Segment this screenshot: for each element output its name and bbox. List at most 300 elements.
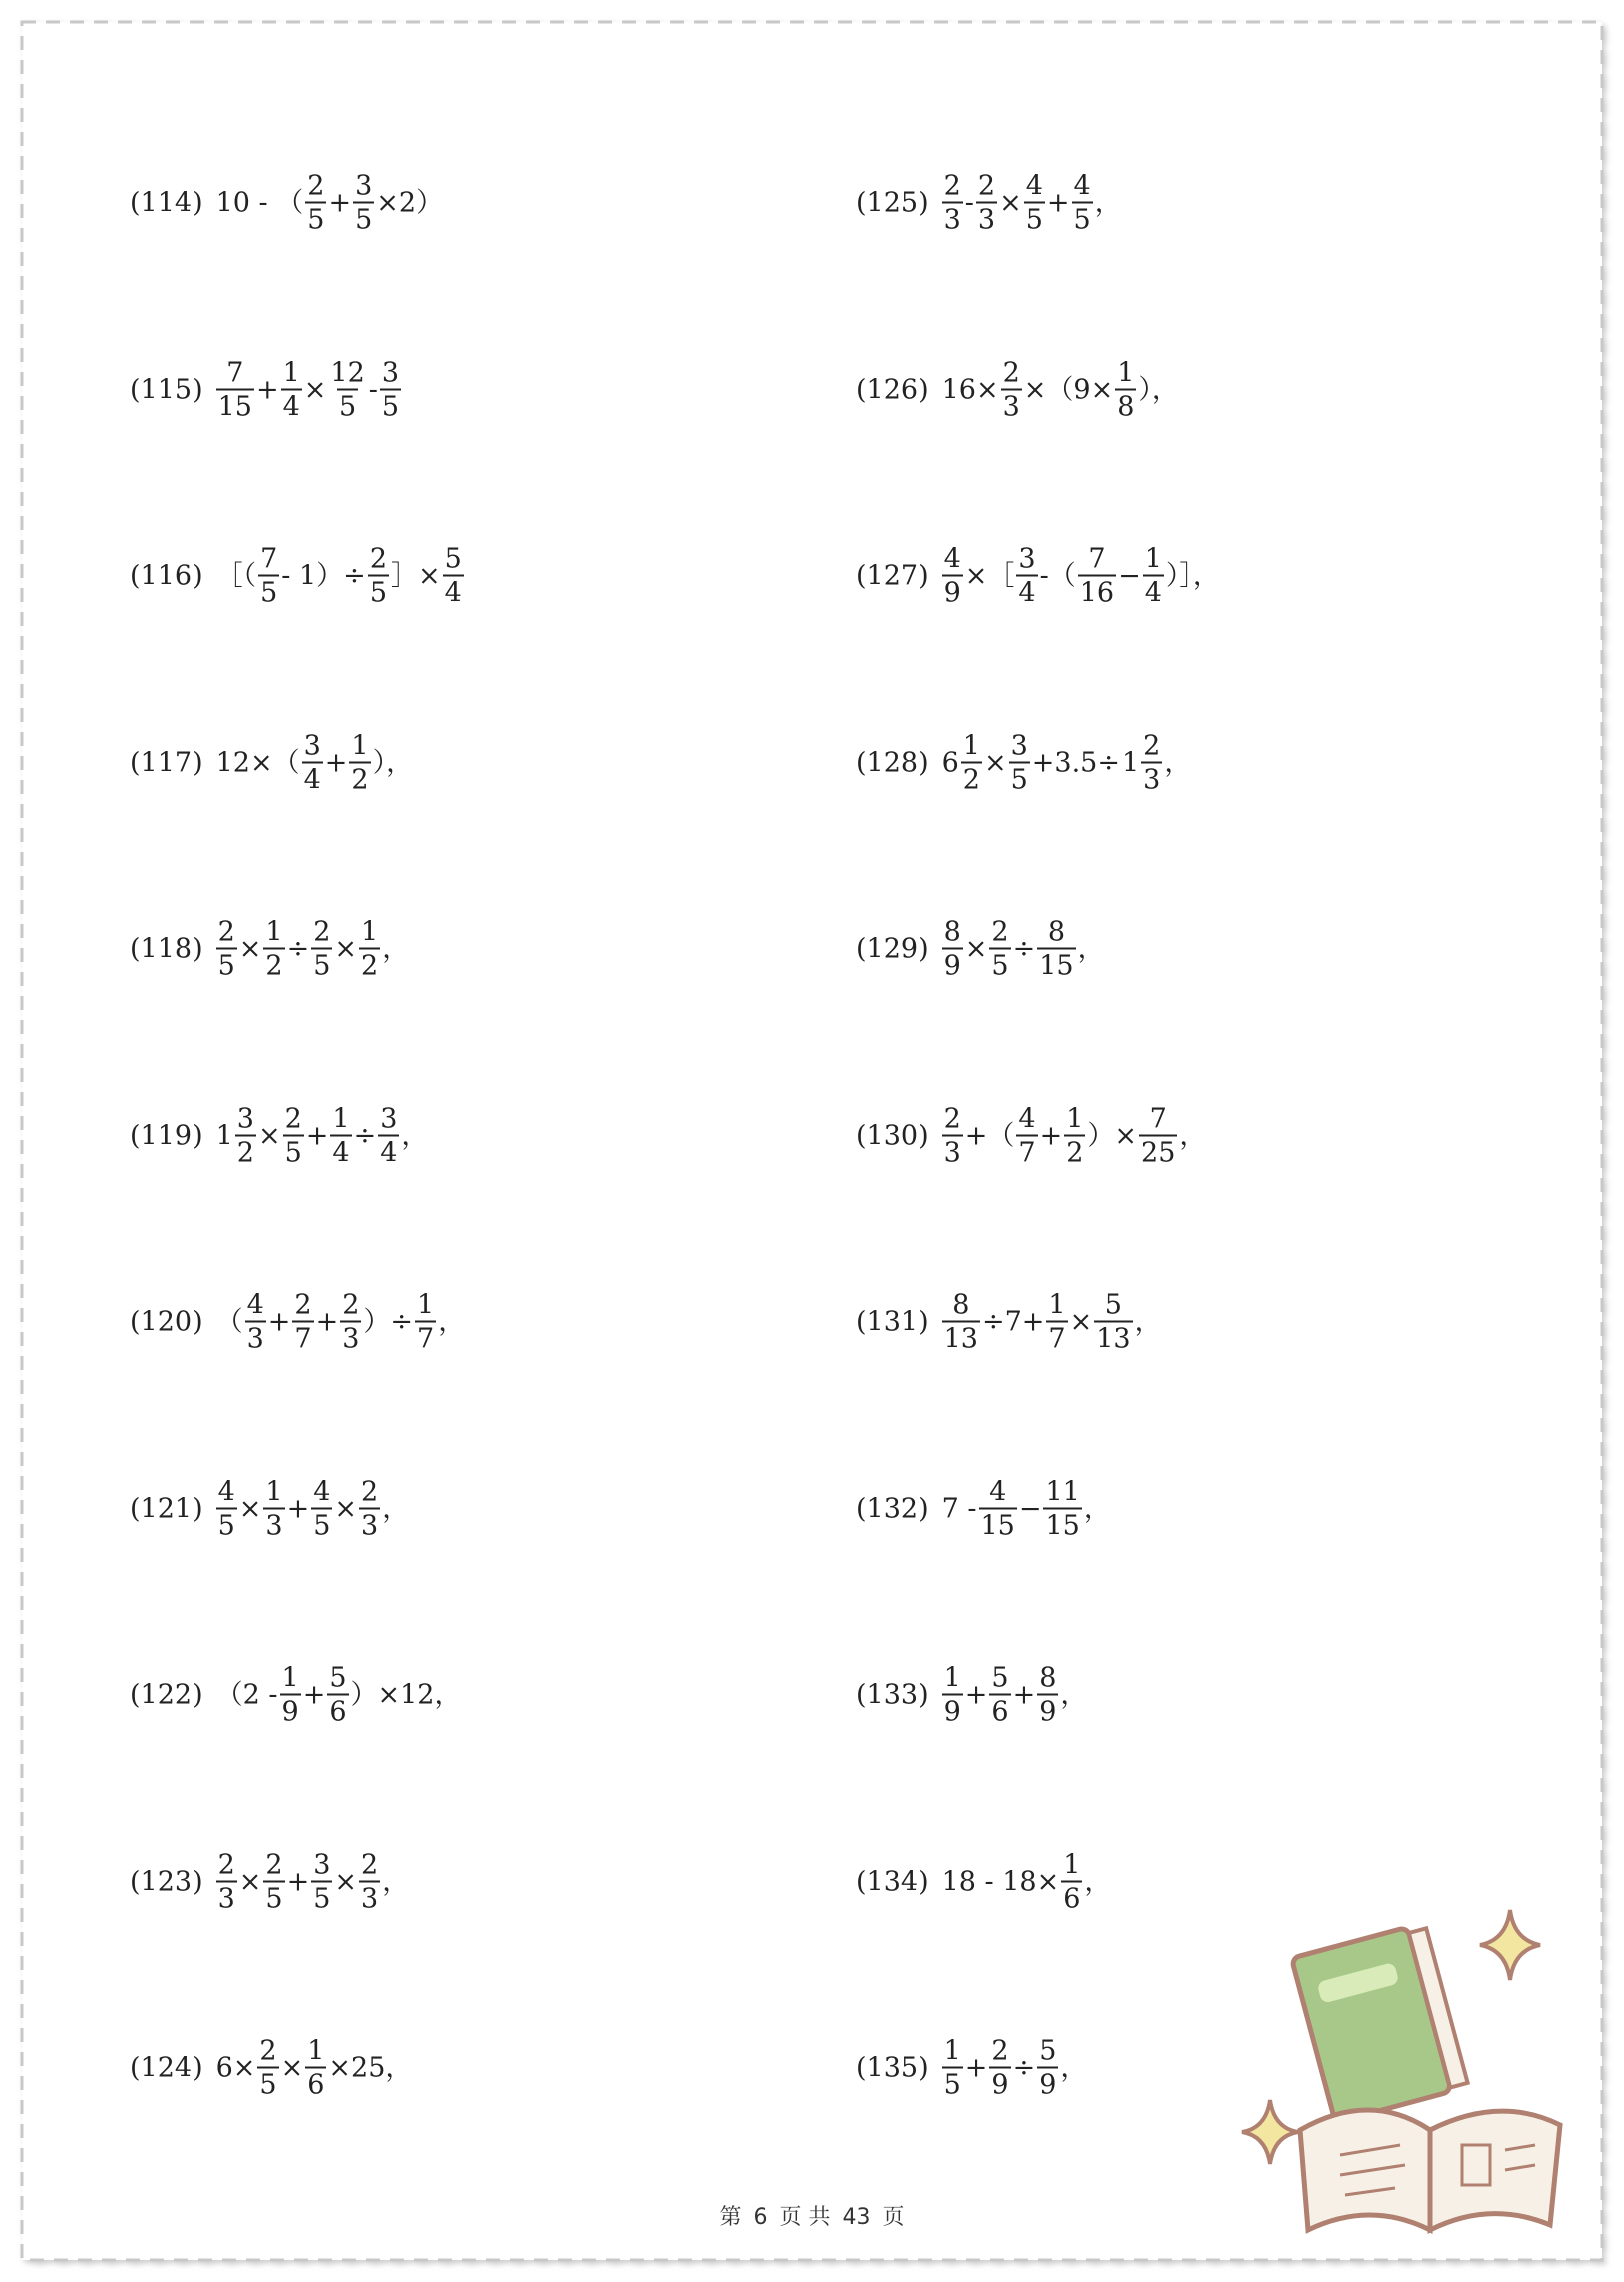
fraction [280,1662,301,1728]
expression-text: + [267,1306,291,1338]
fraction-denominator: 9 [1037,2067,1058,2099]
footer-suffix: 页 [882,2205,905,2230]
problem-item [130,1289,466,1355]
expression-text: × [983,747,1007,778]
fraction [378,1105,399,1166]
expression-text: ÷ [1012,2052,1036,2084]
expression-text: × [238,933,262,965]
fraction-denominator: 9 [1037,1694,1058,1726]
fraction [258,543,279,609]
problem-number: (127) [856,560,929,592]
problem-expression [215,1478,411,1539]
fraction-denominator: 5 [258,575,279,607]
fraction-denominator: 5 [311,1507,332,1539]
fraction-numerator: 5 [991,1662,1009,1694]
fraction-numerator: 1 [265,1476,283,1507]
problem-expression [215,1662,463,1728]
fraction [1061,1851,1082,1912]
expression-text: +3.5÷ [1031,747,1120,778]
expression-text: ÷7+ [981,1306,1045,1338]
expression-text: ［（ [215,560,257,592]
fraction [1024,170,1045,236]
expression-text: +（ [964,1120,1015,1151]
expression-text: + [302,1679,326,1711]
problem-number: (121) [130,1493,203,1524]
fraction-numerator: 2 [361,1476,379,1507]
expression-text: + [328,187,352,219]
fraction-numerator: 2 [259,2035,277,2067]
fraction [942,916,963,982]
expression-text: ， [401,1120,429,1151]
expression-text: + [255,374,279,405]
fraction-numerator: 1 [332,1103,350,1134]
problem-expression [941,916,1106,982]
fraction-denominator: 3 [1141,761,1162,793]
fraction-denominator: 5 [311,1880,332,1912]
fraction-numerator: 1 [282,357,300,388]
fraction-denominator: 3 [263,1507,284,1539]
fraction-denominator: 7 [1046,1321,1067,1353]
problem-item [856,1478,1112,1539]
expression-text: ÷ [1012,933,1036,965]
expression-text: ÷ [353,1120,377,1151]
fraction-denominator: 6 [305,2067,326,2099]
problem-item [130,170,444,236]
fraction [989,1662,1010,1728]
problem-number: (130) [856,1120,929,1151]
expression-text: + [964,1679,988,1711]
fraction-denominator: 4 [302,761,323,793]
expression-text: × [257,1120,281,1151]
problem-number: (125) [856,187,929,219]
problem-number: (123) [130,1866,203,1897]
fraction [263,1478,284,1539]
fraction [1001,359,1022,420]
expression-text: ， [1134,1306,1162,1338]
problem-number: (124) [130,2052,203,2084]
fraction [330,1105,351,1166]
problem-number: (116) [130,560,203,592]
fraction [353,170,374,236]
fraction-numerator: 2 [265,1849,283,1880]
fraction [359,916,380,982]
mixed-number [941,732,983,793]
fraction-numerator: 1 [1066,1103,1084,1134]
fraction [415,1289,436,1355]
fraction-numerator: 4 [1025,170,1043,202]
problem-number: (134) [856,1866,929,1897]
fraction-denominator: 5 [353,202,374,234]
fraction [311,916,332,982]
fraction-numerator: 4 [217,1476,235,1507]
expression-text: × [964,933,988,965]
expression-text: + [1012,1679,1036,1711]
expression-text: + [305,1120,329,1151]
problem-expression [941,1851,1113,1912]
problem-expression [215,543,465,609]
expression-text: ， [1179,1120,1207,1151]
fraction-numerator: 2 [1002,357,1020,388]
fraction-denominator: 3 [359,1507,380,1539]
problem-expression [941,359,1180,420]
expression-text: 7 - [941,1493,977,1524]
fraction-denominator: 5 [1024,202,1045,234]
problem-expression [215,1851,411,1912]
fraction-denominator: 3 [245,1321,266,1353]
fraction-denominator: 4 [1016,575,1037,607]
fraction-numerator: 4 [313,1476,331,1507]
fraction [1037,1662,1058,1728]
expression-text: ）÷ [363,1306,414,1338]
fraction [1046,1289,1067,1355]
fraction-denominator: 9 [942,948,963,980]
fraction-numerator: 2 [217,1849,235,1880]
fraction [979,1478,1017,1539]
fraction [311,1478,332,1539]
expression-text: ）× [1087,1120,1138,1151]
fraction-denominator: 4 [1143,575,1164,607]
fraction-denominator: 6 [989,1694,1010,1726]
footer-total-pages: 43 [842,2205,871,2230]
fraction-denominator: 7 [1016,1134,1037,1166]
expression-text: + [286,1493,310,1524]
fraction-denominator: 2 [961,761,982,793]
fraction-numerator: 8 [1047,916,1065,948]
fraction [1141,732,1162,793]
fraction [328,359,366,420]
problem-number: (122) [130,1679,203,1711]
problem-item [856,359,1180,420]
expression-text: ， [382,1866,410,1897]
problem-number: (133) [856,1679,929,1711]
expression-text: ×［ [964,560,1015,592]
fraction-denominator: 5 [257,2067,278,2099]
expression-text: × [334,933,358,965]
fraction-numerator: 2 [991,916,1009,948]
expression-text: ， [1060,2052,1088,2084]
fraction-denominator: 15 [1037,948,1075,980]
problem-number: (128) [856,747,929,778]
fraction-denominator: 3 [1001,388,1022,420]
fraction-denominator: 5 [989,948,1010,980]
problem-number: (115) [130,374,203,405]
fraction [961,732,982,793]
problem-item [130,2035,413,2101]
problem-expression [941,1105,1208,1166]
fraction [340,1289,361,1355]
expression-text: + [1039,1120,1063,1151]
fraction-denominator: 4 [281,388,302,420]
fraction-numerator: 1 [943,1662,961,1694]
fraction-denominator: 3 [340,1321,361,1353]
expression-text: + [324,747,348,778]
expression-text: - [368,374,378,405]
fraction-numerator: 5 [1039,2035,1057,2067]
expression-text: ， [1083,1493,1111,1524]
problem-number: (131) [856,1306,929,1338]
fraction-denominator: 2 [263,948,284,980]
problem-item [856,543,1221,609]
fraction [1037,2035,1058,2101]
fraction-numerator: 3 [355,170,373,202]
problem-item [130,1478,410,1539]
fraction-denominator: 5 [263,1880,284,1912]
fraction-denominator: 15 [1043,1507,1081,1539]
fraction-numerator: 1 [1144,543,1162,575]
problem-expression [941,543,1221,609]
expression-text: + [1046,187,1070,219]
fraction-numerator: 4 [246,1289,264,1321]
fraction-numerator: 5 [444,543,462,575]
fraction [216,1478,237,1539]
problem-item [856,2035,1088,2101]
problem-item [130,543,465,609]
fraction [1009,732,1030,793]
fraction-denominator: 8 [1115,388,1136,420]
problem-item [856,732,1192,793]
fraction-numerator: 3 [1018,543,1036,575]
fraction-denominator: 7 [415,1321,436,1353]
fraction [1064,1105,1085,1166]
fraction-numerator: 1 [281,1662,299,1694]
fraction-denominator: 9 [942,1694,963,1726]
problem-item [130,732,414,793]
fraction-denominator: 5 [216,948,237,980]
fraction [359,1478,380,1539]
problem-item [856,1289,1163,1355]
fraction-denominator: 3 [216,1880,237,1912]
fraction-denominator: 3 [942,1134,963,1166]
fraction [1043,1478,1081,1539]
expression-text: ］× [391,560,441,592]
fraction-numerator: 3 [303,730,321,761]
fraction-denominator: 4 [330,1134,351,1166]
problem-item [856,170,1123,236]
problem-number: (135) [856,2052,929,2084]
fraction [216,359,254,420]
fraction [283,1105,304,1166]
fraction [1115,359,1136,420]
expression-text: （ [215,1306,243,1338]
expression-text: × [303,374,327,405]
problem-expression [215,2035,414,2101]
fraction-numerator: 2 [217,916,235,948]
expression-text: ）］， [1165,560,1220,592]
fraction-numerator: 3 [313,1849,331,1880]
fraction [257,2035,278,2101]
problem-expression [215,916,411,982]
expression-text: ）×12， [350,1679,462,1711]
expression-text: ）， [372,747,414,778]
problem-expression [941,1289,1163,1355]
footer-middle: 页 共 [779,2205,831,2230]
fraction [942,543,963,609]
expression-text: + [286,1866,310,1897]
mixed-whole: 1 [1121,747,1140,778]
problem-item [130,359,402,420]
fraction-denominator: 25 [1139,1134,1177,1166]
fraction [443,543,464,609]
expression-text: ， [382,933,410,965]
expression-text: × [238,1493,262,1524]
fraction-denominator: 5 [1009,761,1030,793]
fraction-denominator: 6 [1061,1880,1082,1912]
fraction [368,543,389,609]
fraction [311,1851,332,1912]
problem-item [130,1105,429,1166]
fraction-numerator: 12 [330,357,365,388]
problem-item [856,1662,1088,1728]
fraction-numerator: 4 [943,543,961,575]
expression-text: ×2） [376,187,444,219]
problem-expression [941,732,1193,793]
book-stack-sparkle-icon [1230,1900,1590,2240]
fraction-denominator: 3 [942,202,963,234]
footer-page-number: 6 [753,2205,768,2230]
expression-text: ， [1094,187,1122,219]
fraction [942,170,963,236]
fraction [1143,543,1164,609]
fraction-denominator: 5 [216,1507,237,1539]
problem-number: (129) [856,933,929,965]
fraction-numerator: 2 [991,2035,1009,2067]
fraction-numerator: 11 [1045,1476,1080,1507]
fraction-numerator: 1 [361,916,379,948]
fraction-numerator: 3 [236,1103,254,1134]
expression-text: ， [1164,747,1192,778]
expression-text: 6× [215,2052,256,2084]
mixed-whole: 6 [941,747,959,778]
problem-expression [215,1289,467,1355]
problem-expression [941,1662,1089,1728]
expression-text: 10 - （ [215,187,304,219]
fraction [1016,543,1037,609]
fraction-denominator: 2 [349,761,370,793]
fraction-denominator: 5 [368,575,389,607]
expression-text: × [334,1493,358,1524]
fraction-numerator: 2 [307,170,325,202]
fraction-denominator: 9 [942,575,963,607]
expression-text: ×25， [328,2052,413,2084]
fraction-numerator: 1 [1048,1289,1066,1321]
fraction-denominator: 2 [359,948,380,980]
expression-text: - 1）÷ [281,560,366,592]
fraction-numerator: 2 [977,170,996,202]
expression-text: × [999,187,1022,219]
fraction [1094,1289,1132,1355]
fraction-denominator: 13 [1094,1321,1132,1353]
expression-text: 12×（ [215,747,300,778]
fraction [942,1662,963,1728]
fraction-numerator: 1 [1117,357,1135,388]
fraction [989,916,1010,982]
problem-number: (126) [856,374,929,405]
fraction-denominator: 7 [292,1321,313,1353]
expression-text: - [964,187,974,219]
expression-text: + [315,1306,339,1338]
expression-text: 18 - 18× [941,1866,1060,1897]
fraction-denominator: 2 [1064,1134,1085,1166]
fraction [245,1289,266,1355]
fraction-denominator: 4 [378,1134,399,1166]
fraction [359,1851,380,1912]
fraction-numerator: 1 [417,1289,435,1321]
fraction-denominator: 5 [1072,202,1093,234]
fraction-numerator: 2 [313,916,331,948]
problem-expression [215,732,414,793]
fraction-numerator: 7 [226,357,244,388]
expression-text: × [1069,1306,1093,1338]
fraction-denominator: 5 [311,948,332,980]
expression-text: ， [1060,1679,1088,1711]
problem-expression [941,170,1123,236]
expression-text: （2 - [215,1679,278,1711]
fraction-denominator: 5 [305,202,326,234]
fraction-numerator: 2 [1143,730,1161,761]
fraction-denominator: 4 [443,575,464,607]
fraction [380,359,401,420]
fraction-denominator: 5 [337,388,358,420]
fraction-numerator: 1 [307,2035,325,2067]
problem-item [856,1105,1207,1166]
problem-number: (120) [130,1306,203,1338]
fraction-numerator: 8 [1039,1662,1057,1694]
fraction-numerator: 2 [369,543,387,575]
problem-expression [941,2035,1089,2101]
fraction [942,1289,980,1355]
fraction [235,1105,256,1166]
fraction-numerator: 2 [943,1103,961,1134]
fraction-denominator: 5 [283,1134,304,1166]
mixed-number [215,1105,257,1166]
fraction-denominator: 9 [989,2067,1010,2099]
expression-text: ）， [1138,374,1179,405]
fraction [1078,543,1116,609]
fraction-denominator: 6 [327,1694,348,1726]
fraction-numerator: 4 [1073,170,1091,202]
problem-expression [215,170,444,236]
fraction-denominator: 2 [235,1134,256,1166]
fraction [281,359,302,420]
fraction-numerator: 1 [962,730,980,761]
fraction-numerator: 7 [260,543,278,575]
expression-text: ÷ [286,933,310,965]
fraction [292,1289,313,1355]
fraction-numerator: 2 [342,1289,360,1321]
fraction [942,2035,963,2101]
problem-expression [941,1478,1112,1539]
problem-item [130,1662,462,1728]
expression-text: ， [1077,933,1105,965]
problem-number: (118) [130,933,203,965]
mixed-number [1121,732,1163,793]
fraction-numerator: 3 [380,1103,398,1134]
fraction-numerator: 2 [284,1103,302,1134]
expression-text: × [238,1866,262,1897]
problem-expression [215,1105,430,1166]
problem-number: (119) [130,1120,203,1151]
fraction-numerator: 2 [361,1849,379,1880]
fraction [1037,916,1075,982]
fraction-numerator: 1 [265,916,283,948]
problem-item [130,1851,410,1912]
fraction-denominator: 15 [979,1507,1017,1539]
fraction-numerator: 8 [943,916,961,948]
expression-text: ， [438,1306,466,1338]
expression-text: ， [1084,1866,1112,1897]
fraction-denominator: 3 [359,1880,380,1912]
footer-prefix: 第 [719,2205,742,2230]
